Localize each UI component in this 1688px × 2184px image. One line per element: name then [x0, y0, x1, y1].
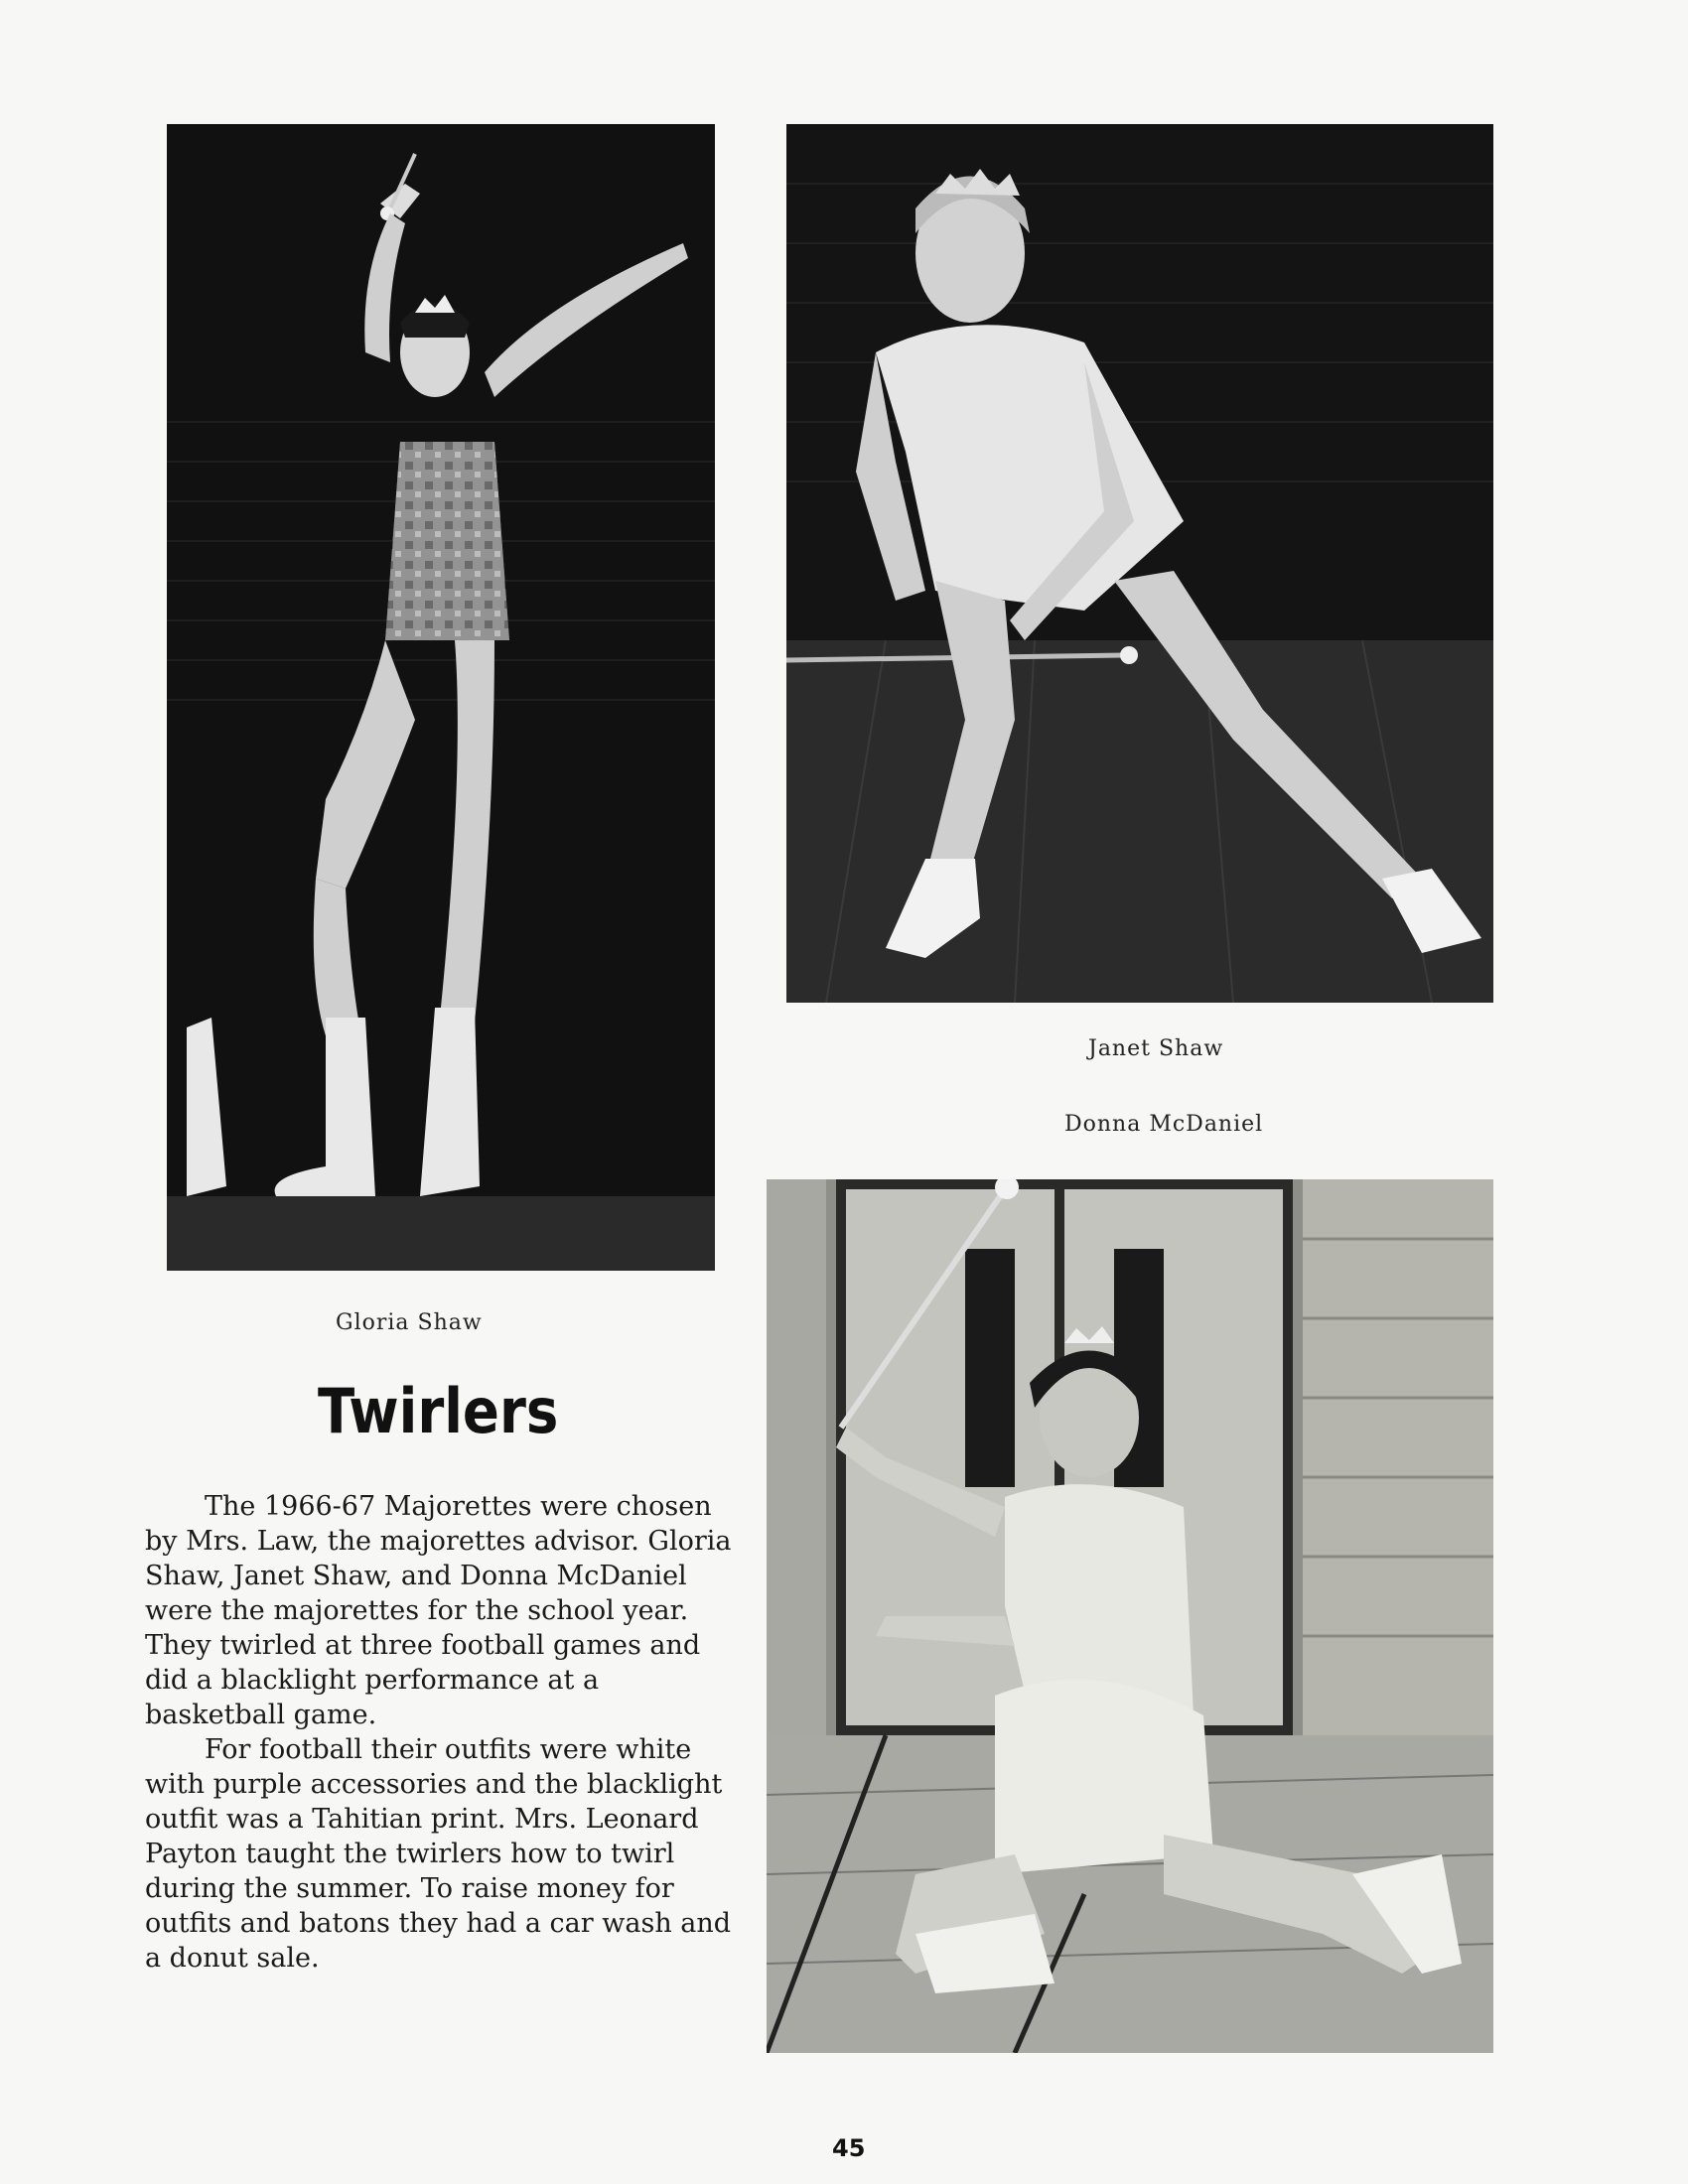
majorette-photo-image: [767, 1179, 1493, 2053]
photo-donna-mcdaniel: [767, 1179, 1493, 2053]
majorette-photo-image: [167, 124, 715, 1271]
photo-caption-gloria: Gloria Shaw: [336, 1310, 483, 1335]
article-body: [145, 1489, 741, 1976]
photo-janet-shaw: [786, 124, 1493, 1003]
article-paragraph: The 1966-67 Majorettes were chosen by Mrs. Law, the majorettes advisor. Gloria Shaw, Janet Shaw, and Donna McDaniel were the majorettes for the school year. They twirled at three football games and did a blacklight performance at a basketball game.: [145, 1491, 732, 1730]
photo-gloria-shaw: [167, 124, 715, 1271]
photo-caption-janet: Janet Shaw: [1088, 1036, 1224, 1061]
article-paragraph: For football their outfits were white with purple accessories and the blacklight outfit was a Tahitian print. Mrs. Leonard Payton taught the twirlers how to twirl during the summer. To raise money for outfits and batons they had a car wash and a donut sale.: [145, 1734, 732, 1974]
page-number: 45: [832, 2134, 866, 2162]
article-title: Twirlers: [318, 1375, 559, 1447]
majorette-photo-image: [786, 124, 1493, 1003]
photo-caption-donna: Donna McDaniel: [1064, 1112, 1264, 1137]
